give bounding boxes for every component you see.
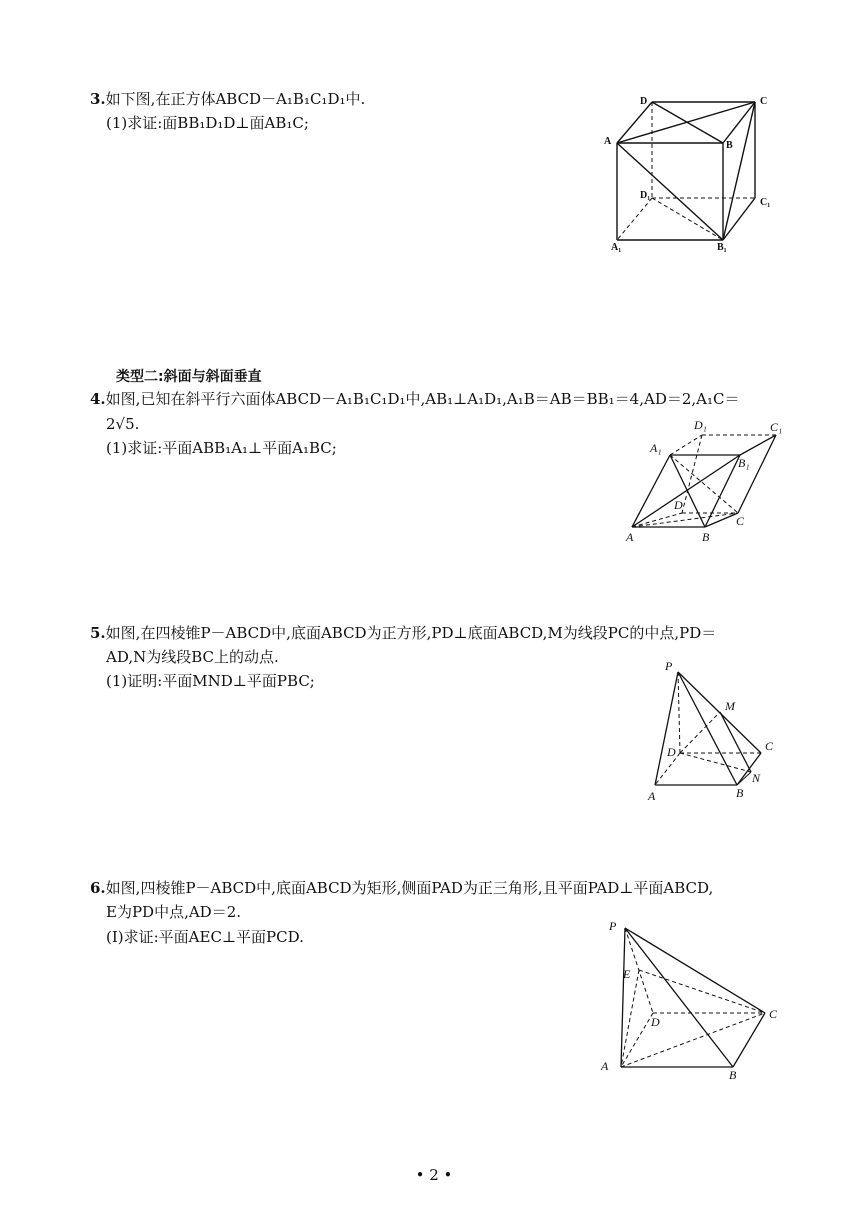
cube-label-A: A — [604, 136, 612, 147]
cube-label-D1: D₁ — [640, 190, 651, 201]
problem-5-number: 5. — [90, 624, 106, 642]
problem-3-statement: 如下图,在正方体ABCD－A₁B₁C₁D₁中. — [105, 90, 366, 108]
problem-3-line-2: (1)求证:面BB₁D₁D⊥面AB₁C; — [106, 114, 309, 132]
figure-cube — [600, 90, 780, 260]
cube-label-C: C — [760, 96, 768, 107]
problem-4-line-1 — [90, 388, 739, 410]
para-label-D1: D₁ — [694, 418, 707, 432]
pyr5-label-D: D — [667, 745, 676, 759]
problem-5-line-3: (1)证明:平面MND⊥平面PBC; — [106, 672, 315, 690]
problem-4-statement: 如图,已知在斜平行六面体ABCD－A₁B₁C₁D₁中,AB₁⊥A₁D₁,A₁B＝AB＝BB₁＝4,AD＝2,A₁C＝ — [105, 390, 740, 408]
cube-label-B1: B₁ — [717, 242, 727, 253]
cube-label-C1: C₁ — [760, 197, 771, 208]
para-label-A1: A₁ — [650, 441, 662, 455]
pyr6-label-D: D — [651, 1015, 660, 1029]
pyr5-label-C: C — [765, 739, 774, 753]
pyr6-label-E: E — [623, 967, 631, 981]
pyr5-label-N: N — [752, 771, 761, 785]
para-label-A: A — [626, 530, 634, 544]
pyr5-label-P: P — [665, 659, 673, 673]
problem-5-line-2: AD,N为线段BC上的动点. — [106, 648, 279, 666]
problem-5-statement: 如图,在四棱锥P－ABCD中,底面ABCD为正方形,PD⊥底面ABCD,M为线段PC的中点,PD＝ — [105, 624, 717, 642]
pyr6-label-B: B — [729, 1068, 737, 1082]
problem-6-line-3: (Ⅰ)求证:平面AEC⊥平面PCD. — [106, 928, 304, 946]
figure-pyramid-5 — [635, 650, 785, 810]
problem-6-line-1 — [90, 877, 713, 899]
para-label-C: C — [736, 514, 745, 528]
pyr5-label-M: M — [725, 699, 735, 713]
para-label-B1: B₁ — [738, 456, 750, 470]
problem-3-number: 3. — [90, 90, 106, 108]
problem-5-line-1 — [90, 622, 716, 644]
problem-6-statement: 如图,四棱锥P－ABCD中,底面ABCD为矩形,侧面PAD为正三角形,且平面PAD⊥平面ABCD, — [105, 879, 714, 897]
pyr5-label-A: A — [648, 789, 656, 803]
para-label-C1: C₁ — [770, 420, 783, 434]
para-label-D: D — [674, 498, 683, 512]
problem-3-line-1 — [90, 88, 365, 110]
figure-pyramid-6 — [595, 910, 790, 1085]
page-number: • 2 • — [415, 1166, 453, 1184]
problem-4-line-3: (1)求证:平面ABB₁A₁⊥平面A₁BC; — [106, 439, 337, 457]
figure-parallelepiped — [620, 415, 795, 545]
problem-6-number: 6. — [90, 879, 106, 897]
pyr6-label-C: C — [769, 1007, 778, 1021]
cube-label-D: D — [640, 96, 648, 107]
pyr6-label-A: A — [601, 1059, 609, 1073]
cube-label-A1: A₁ — [611, 242, 622, 253]
section-title: 类型二:斜面与斜面垂直 — [116, 369, 262, 385]
problem-6-line-2: E为PD中点,AD＝2. — [106, 903, 242, 921]
pyr5-label-B: B — [736, 786, 744, 800]
cube-label-B: B — [726, 140, 733, 151]
pyr6-label-P: P — [609, 919, 617, 933]
para-label-B: B — [702, 530, 710, 544]
problem-4-number: 4. — [90, 390, 106, 408]
problem-4-line-2: 2√5. — [106, 415, 140, 433]
